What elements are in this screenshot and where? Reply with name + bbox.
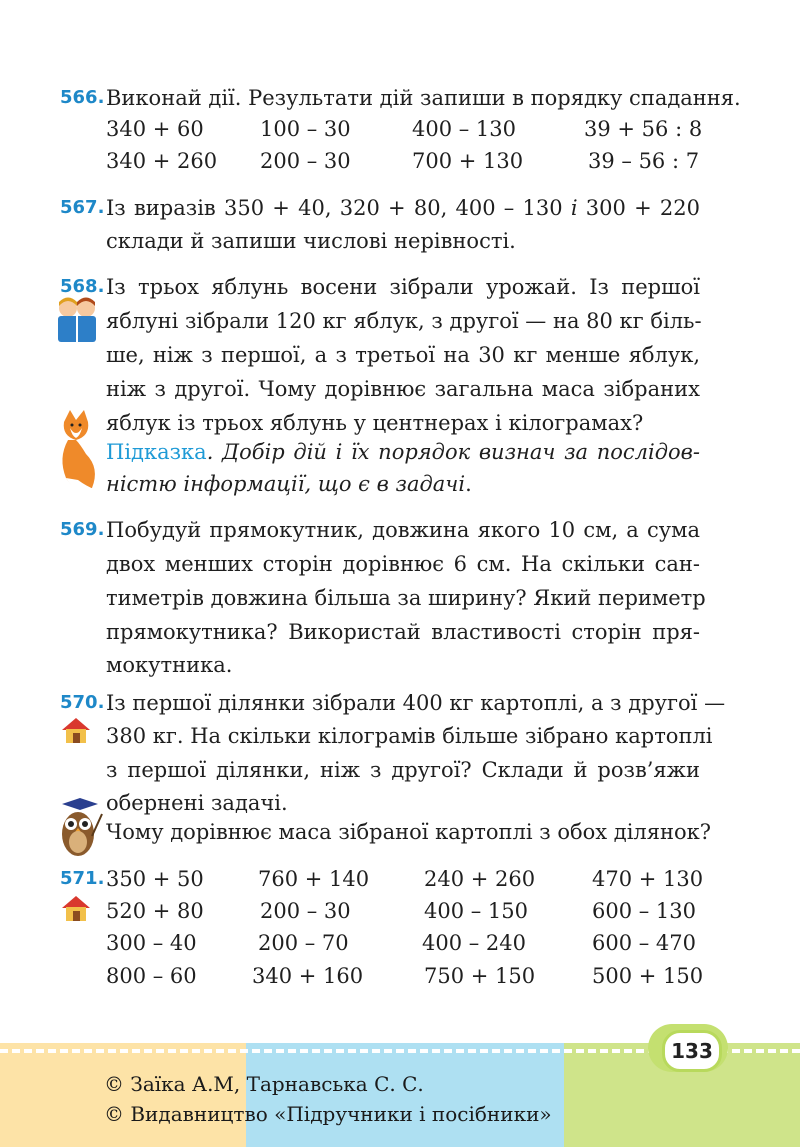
task-number: 568.: [60, 276, 105, 297]
expression: 340 + 160: [252, 964, 364, 988]
task-text-line: Із трьох яблунь восени зібрали урожай. Із першої: [106, 275, 700, 299]
expression: 200 – 30: [260, 899, 351, 923]
expression: 300 – 40: [106, 931, 197, 955]
task-text-line: [106, 191, 700, 225]
copyright-publisher: © Видавництво «Підручники і посібники»: [104, 1102, 552, 1126]
hint-text: .: [465, 472, 472, 496]
task-text-line: склади й запиши числові нерівності.: [106, 229, 516, 253]
hint-text: ністю інформації, що є в задачі: [106, 472, 466, 496]
expression: 400 – 130: [412, 117, 517, 141]
task-text-line: 380 кг. На скільки кілограмів більше зібрано картоплі: [106, 724, 713, 748]
expression: 350 + 50: [106, 867, 204, 891]
task-text-line: Із першої ділянки зібрали 400 кг картоплі, а з другої —: [106, 691, 726, 715]
text-part: 300 + 220: [577, 196, 700, 220]
expression: 340 + 260: [106, 149, 218, 173]
hint-label: Підказка: [106, 440, 207, 464]
copyright-authors: © Заїка А.М, Тарнавська С. С.: [104, 1072, 424, 1096]
task-number: 567.: [60, 197, 105, 218]
text-part: і: [570, 196, 578, 220]
expression: 200 – 70: [258, 931, 349, 955]
task-text-line: з першої ділянки, ніж з другої? Склади й розв’яжи: [106, 758, 700, 782]
hint-line: [106, 435, 700, 469]
children-reading-book-icon: [52, 296, 102, 344]
expression: 520 + 80: [106, 899, 204, 923]
task-text-line: прямокутника? Використай властивості сторін пря-: [106, 620, 700, 644]
task-text-line: ніж з другої. Чому дорівнює загальна маса зібраних: [106, 377, 700, 401]
hint-line: [106, 467, 700, 501]
expression: 200 – 30: [260, 149, 351, 173]
expression: 500 + 150: [592, 964, 704, 988]
expression: 600 – 470: [592, 931, 697, 955]
expression: 760 + 140: [258, 867, 370, 891]
expression: 39 + 56 : 8: [584, 117, 703, 141]
task-text-line: яблуні зібрали 120 кг яблук, з другої — на 80 кг біль-: [106, 309, 702, 333]
task-text-line: Побудуй прямокутник, довжина якого 10 см, а сума: [106, 518, 700, 542]
expression: 39 – 56 : 7: [588, 149, 700, 173]
expression: 340 + 60: [106, 117, 204, 141]
expression: 800 – 60: [106, 964, 197, 988]
expression: 400 – 240: [422, 931, 527, 955]
home-icon: [60, 716, 92, 744]
task-text-line: обернені задачі.: [106, 791, 288, 815]
task-text-line: Виконай дії. Результати дій запиши в порядку спадання.: [106, 86, 741, 110]
task-text-line: тиметрів довжина більша за ширину? Який периметр: [106, 586, 706, 610]
owl-teacher-icon: [54, 796, 104, 858]
expression: 240 + 260: [424, 867, 536, 891]
task-number: 570.: [60, 692, 105, 713]
task-number: 571.: [60, 868, 105, 889]
expression: 100 – 30: [260, 117, 351, 141]
task-number: 569.: [60, 519, 105, 540]
task-text-line: мокутника.: [106, 653, 233, 677]
task-text-line: Чому дорівнює маса зібраної картоплі з обох ділянок?: [106, 820, 712, 844]
task-number: 566.: [60, 87, 105, 108]
expression: 470 + 130: [592, 867, 704, 891]
page-number: 133: [662, 1030, 722, 1072]
expression: 400 – 150: [424, 899, 529, 923]
fox-icon: [56, 408, 102, 500]
home-icon: [60, 894, 92, 922]
expression: 700 + 130: [412, 149, 524, 173]
text-part: Із виразів 350 + 40, 320 + 80, 400 – 130: [106, 196, 571, 220]
task-text-line: ше, ніж з першої, а з третьої на 30 кг менше яблук,: [106, 343, 700, 367]
expression: 750 + 150: [424, 964, 536, 988]
task-text-line: яблук із трьох яблунь у центнерах і кілограмах?: [106, 411, 644, 435]
hint-text: . Добір дій і їх порядок визнач за послідов-: [206, 440, 700, 464]
expression: 600 – 130: [592, 899, 697, 923]
task-text-line: двох менших сторін дорівнює 6 см. На скільки сан-: [106, 552, 700, 576]
